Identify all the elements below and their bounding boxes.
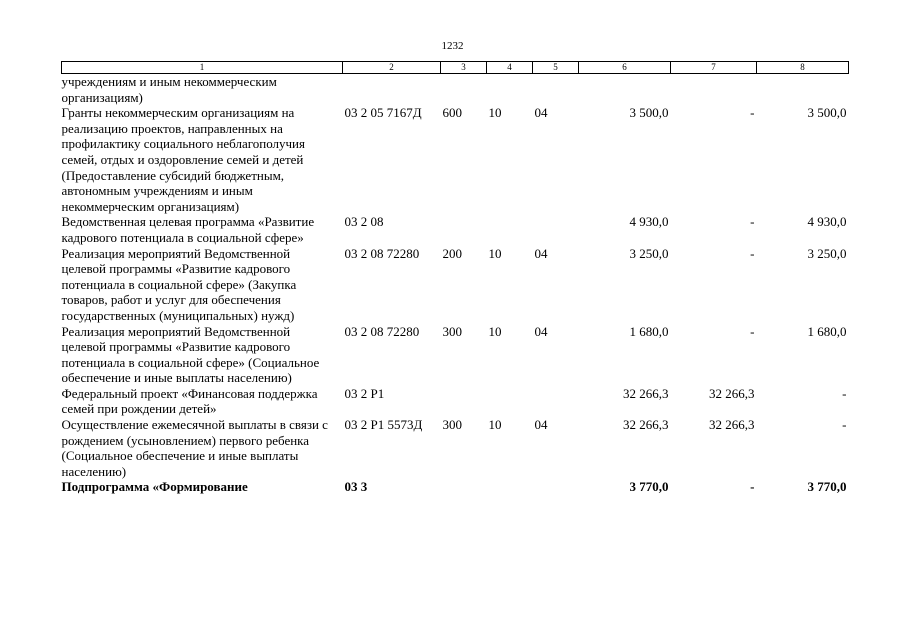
row-code-cell: 03 2 08: [344, 214, 384, 230]
row-total-amount-cell: 32 266,3: [623, 417, 669, 433]
row-regional-amount-cell: -: [842, 417, 847, 433]
row-name-cell: Гранты некоммерческим организациям на реализацию проектов, направленных на профилактику социального неблагополучия семей, отдых и оздоровление семей и детей (Предоставление субсидий бюджетным, автономным учреждениям и иным некоммерческим организациям): [61, 105, 305, 214]
row-subsection-cell: 04: [534, 323, 548, 339]
row-total-amount-cell: 3 250,0: [629, 245, 669, 261]
row-federal-amount-cell: 32 266,3: [709, 417, 755, 433]
row-subsection-cell: [533, 479, 579, 495]
row-section-cell: 10: [488, 417, 502, 433]
row-federal-amount-cell: 32 266,3: [709, 385, 755, 401]
row-code-cell: 03 2 05 7167Д: [344, 105, 422, 121]
table-body: [62, 74, 849, 496]
row-expense-type-cell: [441, 386, 487, 417]
row-regional-amount-cell: 3 500,0: [807, 105, 847, 121]
row-code-cell: 03 2 08 72280: [344, 323, 420, 339]
column-header: 2: [343, 62, 441, 74]
row-name-cell: Осуществление ежемесячной выплаты в связи с рождением (усыновлением) первого ребенка (Социальное обеспечение и иные выплаты населению): [61, 417, 328, 479]
row-section-cell: 10: [488, 323, 502, 339]
row-regional-amount-cell: 3 770,0: [807, 479, 847, 495]
column-header: 1: [62, 62, 343, 74]
budget-table: [61, 61, 849, 495]
row-code-cell: 03 2 08 72280: [344, 245, 420, 261]
row-subsection-cell: 04: [534, 105, 548, 121]
row-regional-amount-cell: 1 680,0: [807, 323, 847, 339]
row-subsection-cell: [533, 214, 579, 245]
row-expense-type-cell: 300: [442, 323, 462, 339]
table-row: [62, 246, 849, 324]
row-expense-type-cell: [441, 74, 487, 106]
row-section-cell: [487, 214, 533, 245]
row-name-cell: учреждениям и иным некоммерческим организациям): [61, 74, 277, 105]
row-federal-amount-cell: [671, 74, 757, 106]
column-header: 4: [487, 62, 533, 74]
row-subsection-cell: 04: [534, 417, 548, 433]
row-section-cell: 10: [488, 105, 502, 121]
row-total-amount-cell: 1 680,0: [629, 323, 669, 339]
row-name-cell: Реализация мероприятий Ведомственной целевой программы «Развитие кадрового потенциала в социальной сфере» (Закупка товаров, работ и услуг для обеспечения государственных (муниципальных) нужд): [61, 245, 297, 323]
row-expense-type-cell: [441, 479, 487, 495]
column-header: 7: [671, 62, 757, 74]
table-row: [62, 214, 849, 245]
row-regional-amount-cell: [757, 74, 849, 106]
column-number-row: [62, 62, 849, 74]
page-number: 1232: [441, 40, 464, 52]
row-total-amount-cell: [579, 74, 671, 106]
column-header: 6: [579, 62, 671, 74]
row-expense-type-cell: 300: [442, 417, 462, 433]
row-name-cell: Подпрограмма «Формирование: [61, 479, 248, 495]
row-code-cell: 03 2 P1 5573Д: [344, 417, 423, 433]
table-row: [62, 386, 849, 417]
table-row: [62, 105, 849, 214]
row-subsection-cell: 04: [534, 245, 548, 261]
row-subsection-cell: [533, 386, 579, 417]
table-row: [62, 74, 849, 106]
row-regional-amount-cell: 3 250,0: [807, 245, 847, 261]
row-section-cell: 10: [488, 245, 502, 261]
row-federal-amount-cell: -: [750, 245, 755, 261]
row-name-cell: Ведомственная целевая программа «Развитие кадрового потенциала в социальной сфере»: [61, 214, 315, 245]
row-federal-amount-cell: -: [750, 323, 755, 339]
table-row: [62, 324, 849, 386]
row-section-cell: [487, 386, 533, 417]
row-expense-type-cell: 200: [442, 245, 462, 261]
row-code-cell: 03 3: [344, 479, 368, 495]
column-header: 5: [533, 62, 579, 74]
row-federal-amount-cell: -: [750, 214, 755, 230]
column-header: 3: [441, 62, 487, 74]
row-code-cell: [343, 74, 441, 106]
row-total-amount-cell: 4 930,0: [629, 214, 669, 230]
row-total-amount-cell: 3 500,0: [629, 105, 669, 121]
row-federal-amount-cell: -: [750, 479, 755, 495]
table-row: [62, 479, 849, 495]
row-name-cell: Реализация мероприятий Ведомственной целевой программы «Развитие кадрового потенциала в социальной сфере» (Социальное обеспечение и иные выплаты населению): [61, 323, 320, 386]
row-section-cell: [487, 479, 533, 495]
row-regional-amount-cell: 4 930,0: [807, 214, 847, 230]
row-total-amount-cell: 3 770,0: [629, 479, 669, 495]
row-expense-type-cell: 600: [442, 105, 462, 121]
row-federal-amount-cell: -: [750, 105, 755, 121]
row-name-cell: Федеральный проект «Финансовая поддержка семей при рождении детей»: [61, 385, 318, 417]
row-section-cell: [487, 74, 533, 106]
row-code-cell: 03 2 P1: [344, 385, 385, 401]
row-regional-amount-cell: -: [842, 385, 847, 401]
row-total-amount-cell: 32 266,3: [623, 385, 669, 401]
row-subsection-cell: [533, 74, 579, 106]
column-header: 8: [757, 62, 849, 74]
table-row: [62, 417, 849, 479]
row-expense-type-cell: [441, 214, 487, 245]
